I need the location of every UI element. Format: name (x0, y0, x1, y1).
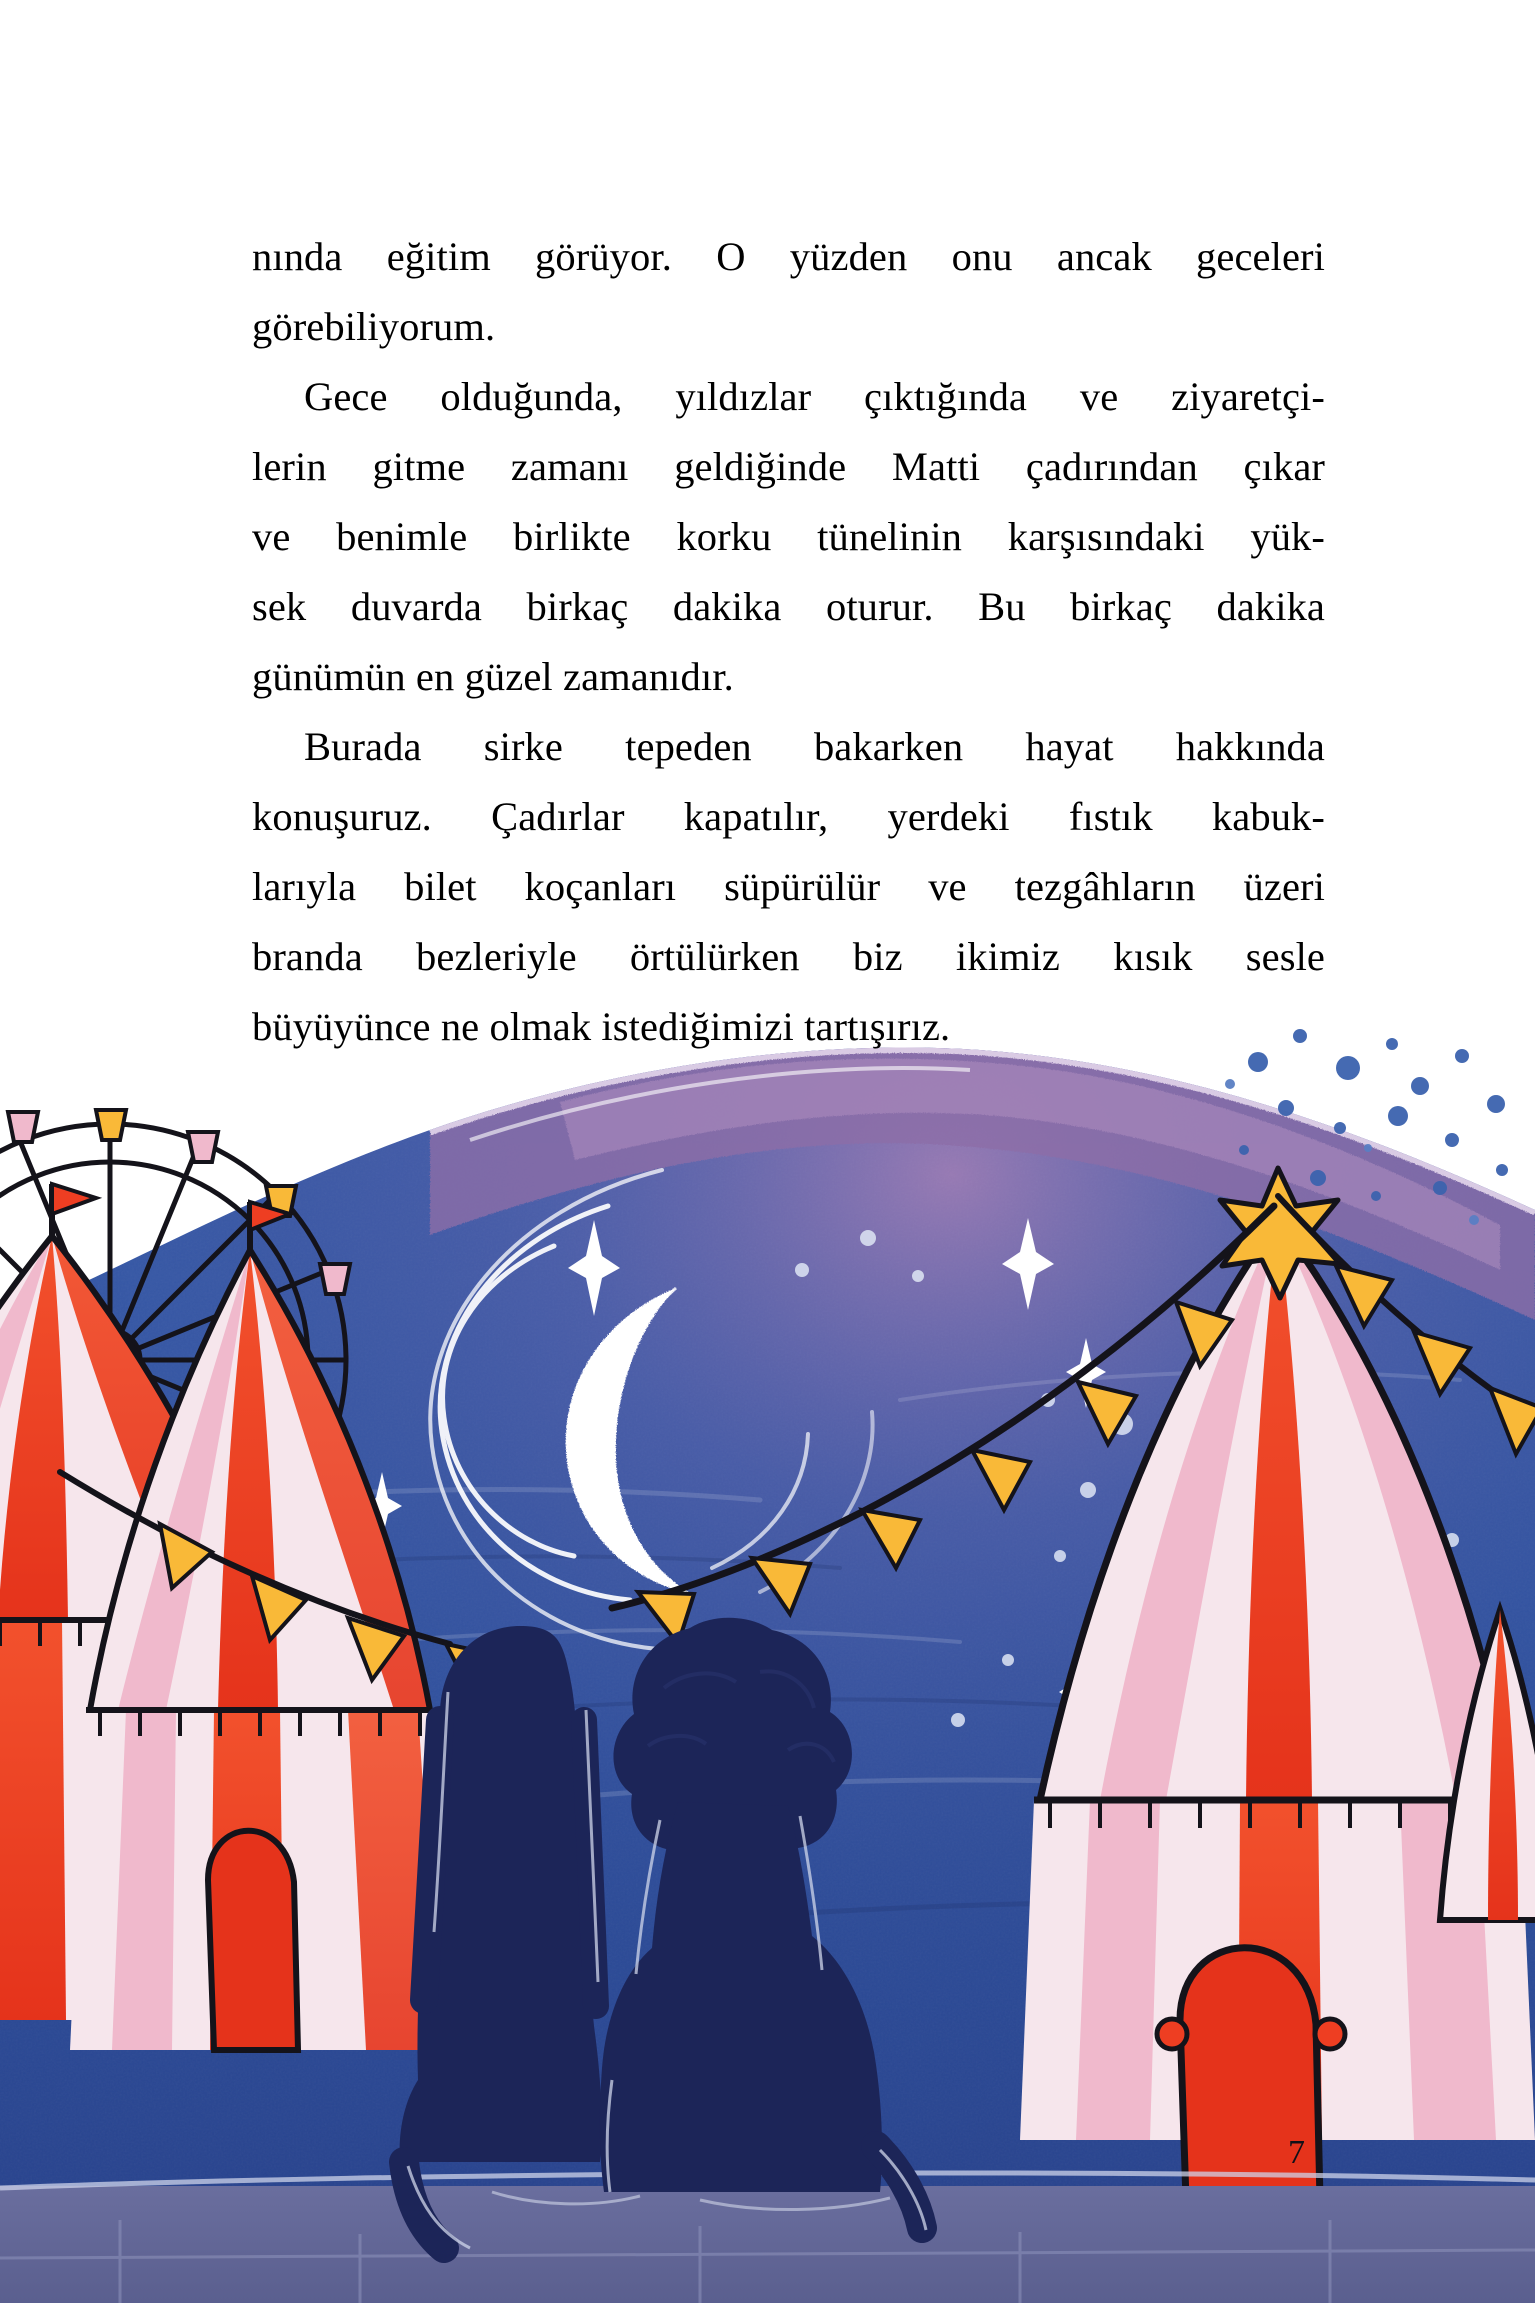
text-line: görebiliyorum. (252, 304, 496, 349)
text-line: nında eğitim görüyor. O yüzden onu ancak geceleri (252, 234, 1325, 279)
text-line: lerin gitme zamanı geldiğinde Matti çadırından çıkar (252, 444, 1325, 489)
text-line: büyüyünce ne olmak istediğimizi tartışırız. (252, 1004, 951, 1049)
text-line: konuşuruz. Çadırlar kapatılır, yerdeki fıstık kabuk- (252, 794, 1325, 839)
wall-ground (0, 2173, 1535, 2303)
child-silhouette (400, 1626, 602, 2248)
text-line: günümün en güzel zamanıdır. (252, 654, 734, 699)
text-line: branda bezleriyle örtülürken biz ikimiz kısık sesle (252, 934, 1325, 979)
text-line: ve benimle birlikte korku tünelinin karşısındaki yük- (252, 514, 1325, 559)
paragraph-3 (252, 712, 1325, 1062)
text-line: larıyla bilet koçanları süpürülür ve tezgâhların üzeri (252, 864, 1325, 909)
text-line: Burada sirke tepeden bakarken hayat hakkında (304, 724, 1325, 769)
paragraph-1 (252, 222, 1325, 362)
circus-night-illustration (0, 1020, 1535, 2303)
page-number: 7 (1288, 2134, 1305, 2171)
text-line: sek duvarda birkaç dakika oturur. Bu birkaç dakika (252, 584, 1325, 629)
text-line: Gece olduğunda, yıldızlar çıktığında ve ziyaretçi- (304, 374, 1325, 419)
paragraph-2 (252, 362, 1325, 712)
body-text-column (252, 222, 1325, 1062)
